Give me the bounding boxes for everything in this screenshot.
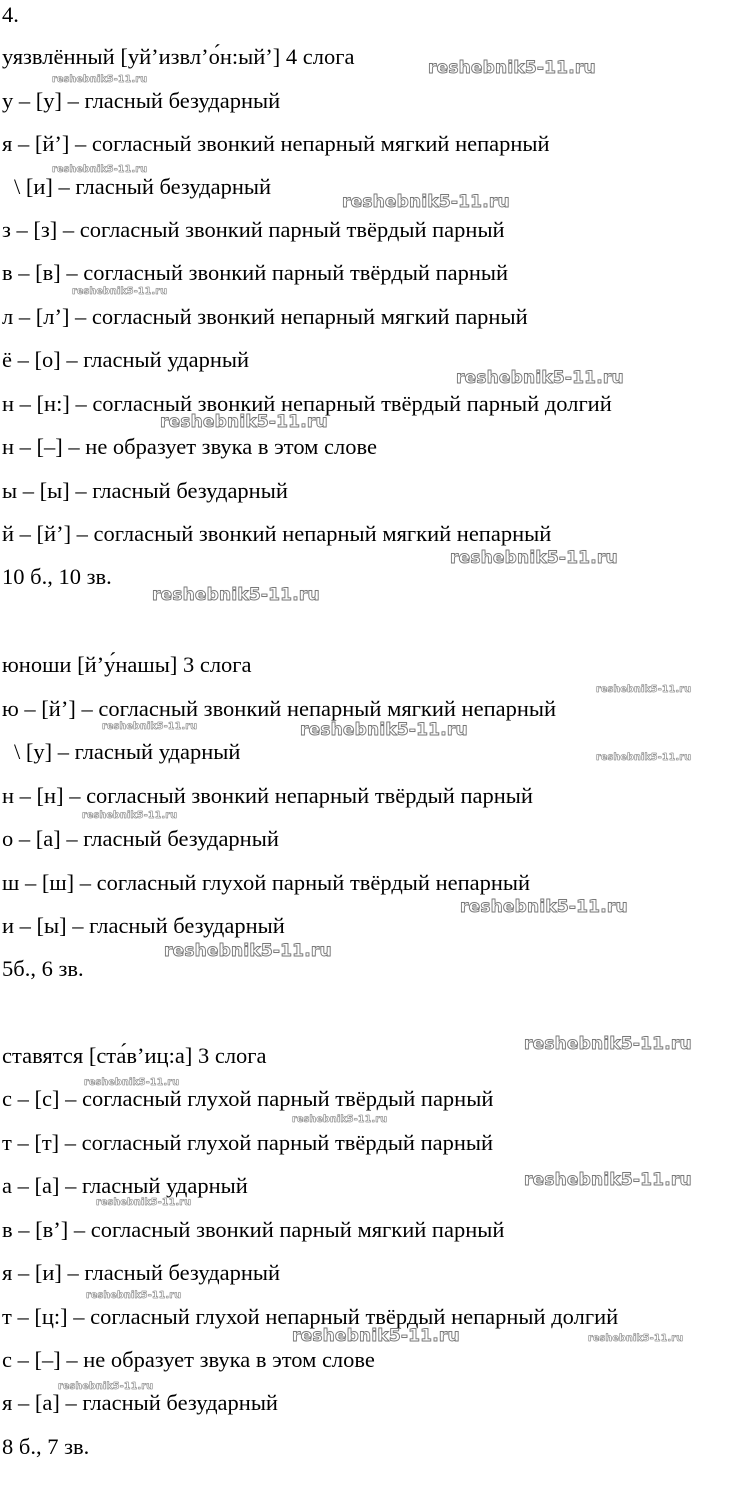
analysis-line: т – [ц:] – согласный глухой непарный твёрдый непарный долгий [2, 1304, 619, 1329]
analysis-line: с – [–] – не образует звука в этом слове [2, 1347, 375, 1372]
word-heading: ставятся [ста́в’иц:а] 3 слога [2, 1043, 267, 1068]
analysis-line: з – [з] – согласный звонкий парный твёрдый парный [2, 217, 505, 242]
analysis-line: ш – [ш] – согласный глухой парный твёрдый непарный [2, 870, 531, 895]
summary-line: 5б., 6 зв. [2, 956, 84, 981]
analysis-line: с – [с] – согласный глухой парный твёрдый парный [2, 1086, 494, 1111]
watermark: reshebnik5-11.ru [102, 721, 198, 732]
analysis-line: в – [в’] – согласный звонкий парный мягкий парный [2, 1217, 505, 1242]
watermark: reshebnik5-11.ru [52, 74, 148, 85]
watermark: reshebnik5-11.ru [84, 1077, 180, 1088]
analysis-line: л – [л’] – согласный звонкий непарный мягкий парный [2, 304, 528, 329]
analysis-line: й – [й’] – согласный звонкий непарный мягкий непарный [2, 521, 552, 546]
summary-line: 8 б., 7 зв. [2, 1434, 90, 1459]
analysis-line: я – [й’] – согласный звонкий непарный мягкий непарный [2, 131, 550, 156]
watermark: reshebnik5-11.ru [160, 412, 328, 432]
watermark: reshebnik5-11.ru [292, 1326, 460, 1346]
analysis-line: я – [а] – гласный безударный [2, 1390, 278, 1415]
analysis-line: у – [у] – гласный безударный [2, 88, 281, 113]
analysis-line: н – [н] – согласный звонкий непарный твёрдый парный [2, 783, 533, 808]
watermark: reshebnik5-11.ru [596, 752, 692, 763]
analysis-line: в – [в] – согласный звонкий парный твёрдый парный [2, 260, 509, 285]
watermark: reshebnik5-11.ru [164, 941, 332, 961]
analysis-line: я – [и] – гласный безударный [2, 1260, 281, 1285]
watermark: reshebnik5-11.ru [72, 286, 168, 297]
analysis-line: т – [т] – согласный глухой парный твёрдый парный [2, 1130, 494, 1155]
watermark: reshebnik5-11.ru [450, 548, 618, 568]
analysis-line: \ [и] – гласный безударный [14, 174, 272, 199]
watermark: reshebnik5-11.ru [300, 720, 468, 740]
watermark: reshebnik5-11.ru [456, 368, 624, 388]
watermark: reshebnik5-11.ru [292, 1114, 388, 1125]
watermark: reshebnik5-11.ru [82, 810, 178, 821]
analysis-line: а – [а] – гласный ударный [2, 1173, 248, 1198]
word-heading: уязвлённый [уй’извл’о́н:ый’] 4 слога [2, 44, 355, 69]
watermark: reshebnik5-11.ru [52, 164, 148, 175]
analysis-line: о – [а] – гласный безударный [2, 826, 279, 851]
analysis-line: н – [н:] – согласный звонкий непарный твёрдый парный долгий [2, 391, 612, 416]
watermark: reshebnik5-11.ru [460, 897, 628, 917]
watermark: reshebnik5-11.ru [152, 585, 320, 605]
word-heading: юноши [й’у́нашы] 3 слога [2, 652, 252, 677]
analysis-line: и – [ы] – гласный безударный [2, 913, 285, 938]
watermark: reshebnik5-11.ru [596, 684, 692, 695]
watermark: reshebnik5-11.ru [428, 58, 596, 78]
watermark: reshebnik5-11.ru [86, 1290, 182, 1301]
analysis-line: ы – [ы] – гласный безударный [2, 478, 288, 503]
analysis-line: ё – [о] – гласный ударный [2, 347, 250, 372]
exercise-number: 4. [2, 2, 19, 27]
analysis-line: \ [у] – гласный ударный [14, 739, 241, 764]
watermark: reshebnik5-11.ru [96, 1197, 192, 1208]
watermark: reshebnik5-11.ru [588, 1333, 684, 1344]
watermark: reshebnik5-11.ru [524, 1034, 692, 1054]
watermark: reshebnik5-11.ru [342, 192, 510, 212]
analysis-line: н – [–] – не образует звука в этом слове [2, 434, 377, 459]
summary-line: 10 б., 10 зв. [2, 564, 112, 589]
watermark: reshebnik5-11.ru [524, 1170, 692, 1190]
watermark: reshebnik5-11.ru [58, 1381, 154, 1392]
analysis-line: ю – [й’] – согласный звонкий непарный мягкий непарный [2, 696, 557, 721]
